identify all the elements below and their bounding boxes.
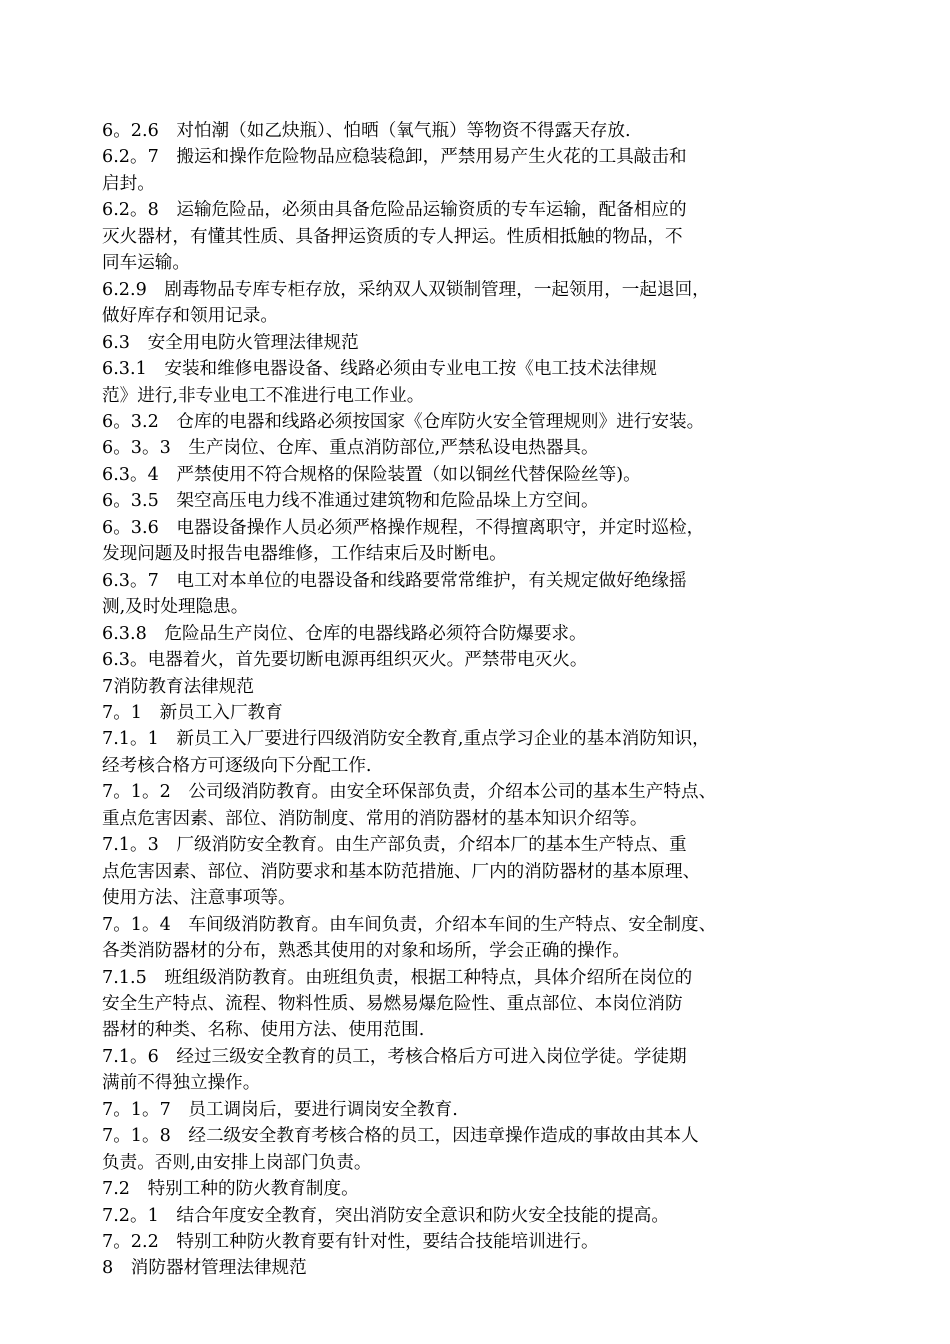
text-line: 7。1。8 经二级安全教育考核合格的员工，因违章操作造成的事故由其本人 xyxy=(102,1126,699,1147)
text-line: 6.3。4 严禁使用不符合规格的保险装置（如以铜丝代替保险丝等)。 xyxy=(102,464,641,485)
document-page xyxy=(102,118,872,1282)
text-line: 7。1。2 公司级消防教育。由安全环保部负责，介绍本公司的基本生产特点、 xyxy=(102,782,717,803)
text-line: 灭火器材，有懂其性质、具备押运资质的专人押运。性质相抵触的物品，不 xyxy=(102,226,683,247)
text-line: 发现问题及时报告电器维修，工作结束后及时断电。 xyxy=(102,544,507,565)
text-line: 点危害因素、部位、消防要求和基本防范措施、厂内的消防器材的基本原理、 xyxy=(102,861,701,882)
text-line: 6。3.5 架空高压电力线不准通过建筑物和危险品垛上方空间。 xyxy=(102,491,599,512)
text-line: 6。3.2 仓库的电器和线路必须按国家《仓库防火安全管理规则》进行安装。 xyxy=(102,411,705,432)
text-line: 经考核合格方可逐级向下分配工作. xyxy=(102,755,372,776)
text-line: 6.2.9 剧毒物品专库专柜存放，采纳双人双锁制管理，一起领用，一起退回， xyxy=(102,279,710,300)
text-line: 范》进行,非专业电工不准进行电工作业。 xyxy=(102,385,425,406)
section-heading: 7。1 新员工入厂教育 xyxy=(102,702,283,723)
text-line: 7.1。6 经过三级安全教育的员工，考核合格后方可进入岗位学徒。学徒期 xyxy=(102,1046,687,1067)
text-line: 6.3.1 安装和维修电器设备、线路必须由专业电工按《电工技术法律规 xyxy=(102,359,657,380)
text-line: 7.1.5 班组级消防教育。由班组负责，根据工种特点，具体介绍所在岗位的 xyxy=(102,967,693,988)
text-line: 7。1。7 员工调岗后，要进行调岗安全教育. xyxy=(102,1099,458,1120)
text-line: 重点危害因素、部位、消防制度、常用的消防器材的基本知识介绍等。 xyxy=(102,808,648,829)
text-line: 6.2。7 搬运和操作危险物品应稳装稳卸，严禁用易产生火花的工具敲击和 xyxy=(102,147,687,168)
text-line: 6。3。3 生产岗位、仓库、重点消防部位,严禁私设电热器具。 xyxy=(102,438,599,459)
text-line: 测,及时处理隐患。 xyxy=(102,597,249,618)
text-line: 6.3。电器着火，首先要切断电源再组织灭火。严禁带电灭火。 xyxy=(102,650,588,671)
text-line: 7。2.2 特别工种防火教育要有针对性，要结合技能培训进行。 xyxy=(102,1232,599,1253)
text-line: 7.1。3 厂级消防安全教育。由生产部负责，介绍本厂的基本生产特点、重 xyxy=(102,835,687,856)
section-heading: 7.2 特别工种的防火教育制度。 xyxy=(102,1179,359,1200)
text-line: 6.3.8 危险品生产岗位、仓库的电器线路必须符合防爆要求。 xyxy=(102,623,587,644)
text-line: 6.2。8 运输危险品，必须由具备危险品运输资质的专车运输，配备相应的 xyxy=(102,200,687,221)
section-heading: 8 消防器材管理法律规范 xyxy=(102,1258,307,1279)
text-line: 各类消防器材的分布，熟悉其使用的对象和场所，学会正确的操作。 xyxy=(102,941,630,962)
text-line: 满前不得独立操作。 xyxy=(102,1073,261,1094)
text-line: 同车运输。 xyxy=(102,253,190,274)
text-block xyxy=(102,118,872,1282)
section-heading: 7消防教育法律规范 xyxy=(102,676,254,697)
text-line: 6.3。7 电工对本单位的电器设备和线路要常常维护，有关规定做好绝缘摇 xyxy=(102,570,687,591)
text-line: 使用方法、注意事项等。 xyxy=(102,888,296,909)
text-line: 7。1。4 车间级消防教育。由车间负责，介绍本车间的生产特点、安全制度、 xyxy=(102,914,717,935)
text-line: 7.2。1 结合年度安全教育，突出消防安全意识和防火安全技能的提高。 xyxy=(102,1205,669,1226)
text-line: 安全生产特点、流程、物料性质、易燃易爆危险性、重点部位、本岗位消防 xyxy=(102,993,683,1014)
section-heading: 6.3 安全用电防火管理法律规范 xyxy=(102,332,359,353)
text-line: 6。2.6 对怕潮（如乙炔瓶）、怕晒（氧气瓶）等物资不得露天存放. xyxy=(102,121,631,141)
text-line: 做好库存和领用记录。 xyxy=(102,306,278,327)
text-line: 器材的种类、名称、使用方法、使用范围. xyxy=(102,1020,425,1041)
text-line: 7.1。1 新员工入厂要进行四级消防安全教育,重点学习企业的基本消防知识， xyxy=(102,729,710,750)
text-line: 启封。 xyxy=(102,173,155,194)
text-line: 负责。否则,由安排上岗部门负责。 xyxy=(102,1152,372,1173)
text-line: 6。3.6 电器设备操作人员必须严格操作规程，不得擅离职守，并定时巡检， xyxy=(102,517,705,538)
